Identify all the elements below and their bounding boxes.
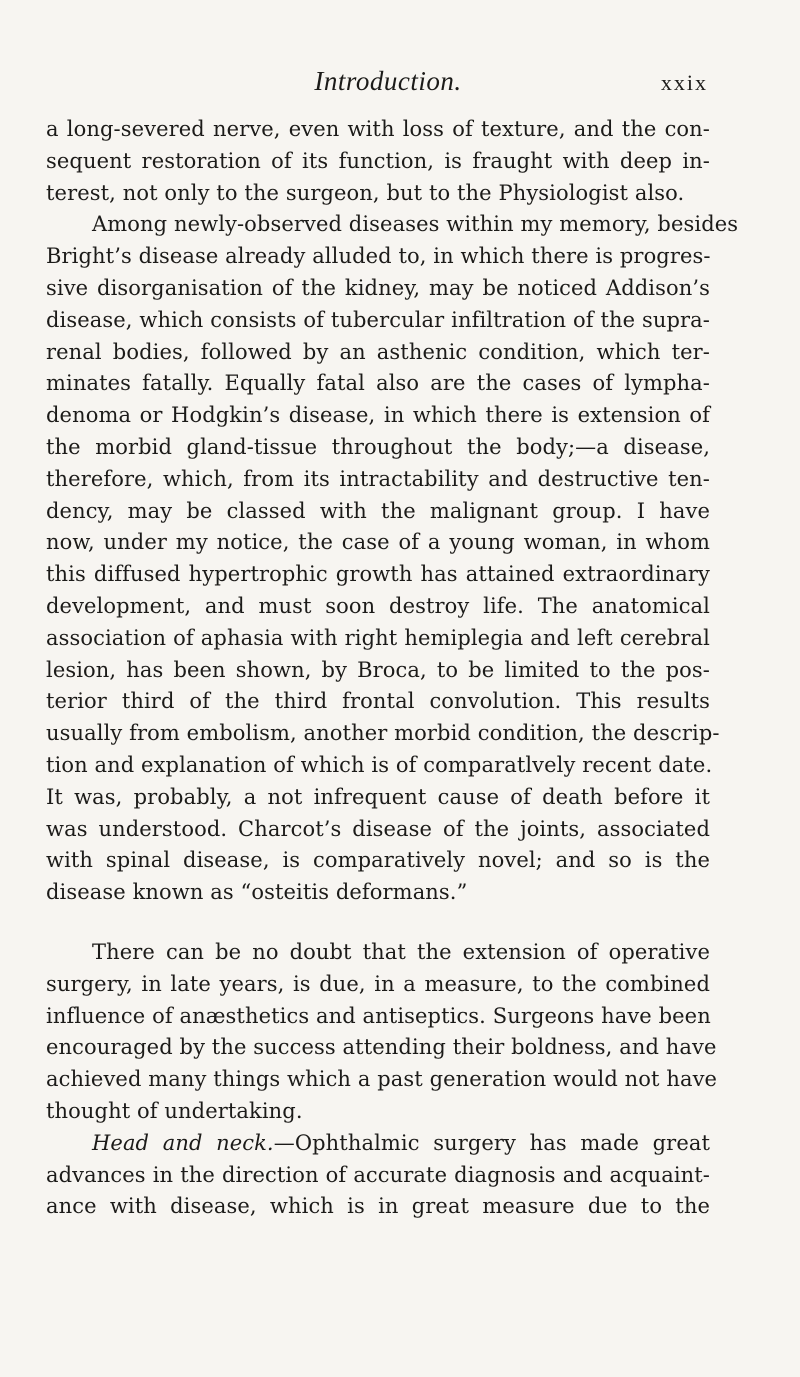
page-number: xxix bbox=[660, 70, 708, 95]
running-title: Introduction. bbox=[314, 66, 462, 96]
text-line: lesion, has been shown, by Broca, to be limited to the pos- bbox=[46, 657, 710, 682]
text-line: thought of undertaking. bbox=[46, 1098, 303, 1123]
text-line: sive disorganisation of the kidney, may be noticed Addison’s bbox=[46, 275, 710, 300]
text-line: renal bodies, followed by an asthenic condition, which ter- bbox=[46, 339, 710, 364]
text-line: ance with disease, which is in great measure due to the bbox=[46, 1194, 710, 1219]
text-line: disease known as “osteitis deformans.” bbox=[46, 880, 468, 905]
text-line: was understood. Charcot’s disease of the joints, associated bbox=[46, 816, 710, 841]
text-line: achieved many things which a past generation would not have bbox=[46, 1067, 718, 1092]
section-run-in-heading: Head and neck. bbox=[92, 1130, 274, 1155]
text-line: this diffused hypertrophic growth has attained extraordinary bbox=[46, 562, 710, 587]
text-line: Bright’s disease already alluded to, in which there is progres- bbox=[46, 244, 711, 269]
text-line: denoma or Hodgkin’s disease, in which there is extension of bbox=[46, 403, 710, 428]
text-line: advances in the direction of accurate diagnosis and acquaint- bbox=[46, 1162, 710, 1187]
text-line: encouraged by the success attending their boldness, and have bbox=[46, 1035, 717, 1060]
text-line: with spinal disease, is comparatively novel; and so is the bbox=[46, 848, 710, 873]
text-run: —Ophthalmic surgery has made great bbox=[273, 1130, 711, 1155]
text-line: It was, probably, a not infrequent cause of death before it bbox=[46, 784, 710, 809]
text-line: now, under my notice, the case of a young woman, in whom bbox=[46, 530, 710, 555]
text-line: sequent restoration of its function, is fraught with deep in- bbox=[46, 148, 710, 173]
text-line: surgery, in late years, is due, in a measure, to the combined bbox=[46, 971, 710, 996]
text-line: association of aphasia with right hemiplegia and left cerebral bbox=[46, 625, 710, 650]
text-line: the morbid gland-tissue throughout the body;—a disease, bbox=[46, 434, 710, 459]
text-line: influence of anæsthetics and antiseptics. Surgeons have been bbox=[46, 1003, 711, 1028]
text-line: Among newly-observed diseases within my memory, besides bbox=[92, 212, 739, 237]
text-line: dency, may be classed with the malignant group. I have bbox=[46, 498, 710, 523]
text-line: minates fatally. Equally fatal also are the cases of lympha- bbox=[46, 371, 710, 396]
text-line: therefore, which, from its intractability and destructive ten- bbox=[46, 466, 710, 491]
text-line: terior third of the third frontal convolution. This results bbox=[46, 689, 710, 714]
body-text bbox=[46, 114, 739, 1223]
text-line: usually from embolism, another morbid condition, the descrip- bbox=[46, 721, 720, 746]
text-line: disease, which consists of tubercular infiltration of the supra- bbox=[46, 307, 710, 332]
text-line-with-heading bbox=[46, 1128, 710, 1160]
paragraph-gap bbox=[46, 909, 710, 937]
text-line: a long-severed nerve, even with loss of texture, and the con- bbox=[46, 117, 710, 141]
text-line: tion and explanation of which is of comparatlvely recent date. bbox=[46, 752, 713, 777]
running-head bbox=[68, 66, 708, 106]
text-line: development, and must soon destroy life. The anatomical bbox=[46, 593, 710, 618]
text-line: There can be no doubt that the extension of operative bbox=[92, 939, 710, 964]
text-line: terest, not only to the surgeon, but to the Physiologist also. bbox=[46, 180, 685, 205]
